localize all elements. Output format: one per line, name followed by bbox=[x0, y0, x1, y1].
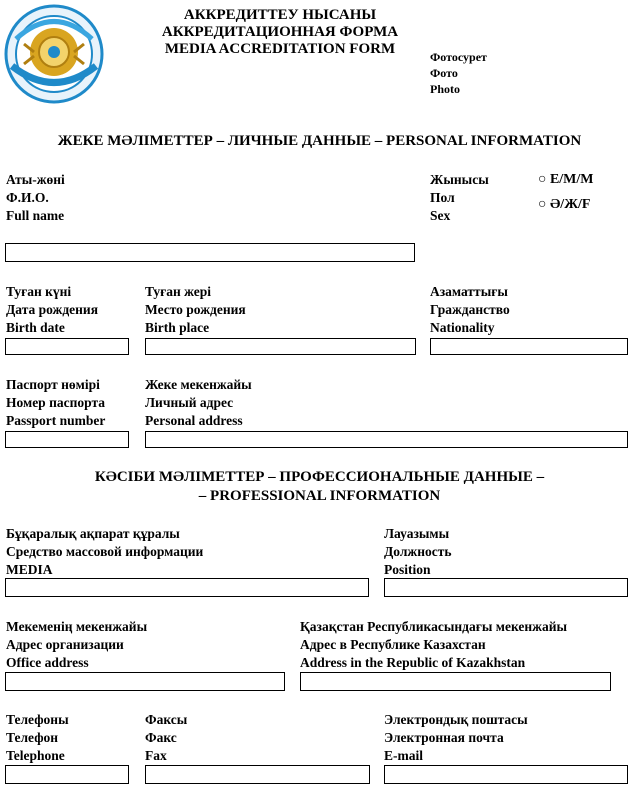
personal-section-title: ЖЕКЕ МӘЛІМЕТТЕР – ЛИЧНЫЕ ДАННЫЕ – PERSONAL INFORMATION bbox=[57, 133, 582, 149]
office-address-field[interactable] bbox=[5, 672, 285, 691]
telephone-label: Телефоны Телефон Telephone bbox=[6, 712, 69, 763]
media-label: Бұқаралық ақпарат құралы Средство массовой информации MEDIA bbox=[6, 526, 204, 577]
passport-field[interactable] bbox=[5, 431, 129, 448]
birth-place-label: Туған жері Место рождения Birth place bbox=[145, 284, 246, 335]
kz-address-field[interactable] bbox=[300, 672, 611, 691]
photo-label: Фотосурет Фото Photo bbox=[430, 50, 487, 96]
fax-field[interactable] bbox=[145, 765, 370, 784]
sex-label: Жынысы Пол Sex bbox=[430, 172, 489, 223]
email-field[interactable] bbox=[384, 765, 628, 784]
position-field[interactable] bbox=[384, 578, 628, 597]
full-name-field[interactable] bbox=[5, 243, 415, 262]
professional-section-title: КӘСІБИ МӘЛІМЕТТЕР – ПРОФЕССИОНАЛЬНЫЕ ДАННЫЕ – – PROFESSIONAL INFORMATION bbox=[94, 469, 545, 504]
nationality-label: Азаматтығы Гражданство Nationality bbox=[430, 284, 510, 335]
email-label: Электрондық поштасы Электронная почта E-mail bbox=[384, 712, 528, 763]
birth-date-label: Туған күні Дата рождения Birth date bbox=[6, 284, 99, 335]
birth-date-field[interactable] bbox=[5, 338, 129, 355]
office-address-label: Мекеменің мекенжайы Адрес организации Office address bbox=[6, 619, 148, 670]
title-en: MEDIA ACCREDITATION FORM bbox=[164, 41, 396, 57]
telephone-field[interactable] bbox=[5, 765, 129, 784]
kz-address-label: Қазақстан Республикасындағы мекенжайы Адрес в Республике Казахстан Address in the Republic of Kazakhstan bbox=[300, 619, 568, 670]
emblem-logo bbox=[4, 4, 104, 104]
birth-place-field[interactable] bbox=[145, 338, 416, 355]
title-ru: АККРЕДИТАЦИОННАЯ ФОРМА bbox=[161, 24, 399, 40]
sex-option-male[interactable]: ○ Е/М/М bbox=[538, 172, 594, 187]
position-label: Лауазымы Должность Position bbox=[384, 526, 452, 577]
form-title bbox=[110, 7, 450, 58]
media-field[interactable] bbox=[5, 578, 369, 597]
title-kz: АККРЕДИТТЕУ НЫСАНЫ bbox=[183, 7, 377, 23]
full-name-label: Аты-жөні Ф.И.О. Full name bbox=[6, 172, 65, 223]
fax-label: Факсы Факс Fax bbox=[145, 712, 188, 763]
personal-address-field[interactable] bbox=[145, 431, 628, 448]
nationality-field[interactable] bbox=[430, 338, 628, 355]
personal-address-label: Жеке мекенжайы Личный адрес Personal address bbox=[145, 377, 252, 428]
passport-label: Паспорт нөмірі Номер паспорта Passport number bbox=[6, 377, 106, 428]
sex-option-female[interactable]: ○ Ә/Ж/F bbox=[538, 197, 591, 212]
